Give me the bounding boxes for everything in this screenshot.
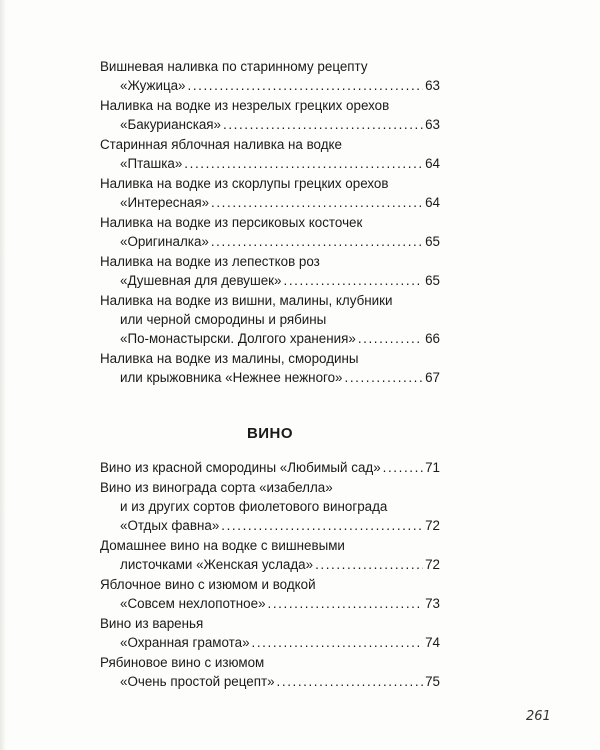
leader-dots: [221, 516, 423, 535]
toc-entry-name: «Совсем нехлопотное»: [120, 596, 266, 611]
toc-entry-title: Наливка на водке из малины, смородины: [100, 351, 359, 366]
leader-dots: [211, 232, 423, 251]
toc-entry-name: «Отдых фавна»: [120, 518, 220, 533]
toc-entry-title: Вишневая наливка по старинному рецепту: [100, 59, 368, 74]
toc-entry-name: «Пташка»: [120, 156, 183, 171]
toc-entry-name: «Душевная для девушек»: [120, 273, 282, 288]
toc-entry-name: «Оригиналка»: [120, 234, 209, 249]
page-ref: 65: [425, 273, 440, 288]
toc-entry-last-line: [100, 672, 440, 691]
leader-dots: [188, 76, 424, 95]
toc-entry-last-line: [100, 458, 440, 477]
leader-dots: [211, 193, 423, 212]
toc-entry: [100, 458, 440, 477]
leader-dots: [184, 154, 423, 173]
leader-dots: [345, 368, 424, 387]
page-edge: [0, 0, 6, 750]
toc-entry-last-line: [100, 154, 440, 173]
page-ref: 74: [425, 635, 440, 650]
toc-entry-title: Старинная яблочная наливка на водке: [100, 137, 342, 152]
page-ref: 63: [425, 117, 440, 132]
toc-section-2: [100, 458, 440, 692]
toc-entry-name: «Очень простой рецепт»: [120, 674, 275, 689]
toc-entry: [100, 252, 440, 290]
page-ref: 64: [425, 156, 440, 171]
toc-entry-last-line: [100, 329, 440, 348]
toc-entry-last-line: [100, 594, 440, 613]
page-ref: 67: [425, 370, 440, 385]
leader-dots: [277, 672, 424, 691]
section-title: ВИНО: [246, 425, 294, 442]
leader-dots: [284, 271, 424, 290]
toc-entry-name: «По-монастырски. Долгого хранения»: [120, 331, 356, 346]
toc-entry-name: «Интересная»: [120, 195, 210, 210]
toc-entry-title: Наливка на водке из незрелых грецких орехов: [100, 98, 390, 113]
leader-dots: [268, 594, 424, 613]
toc-entry-title: Наливка на водке из персиковых косточек: [100, 215, 363, 230]
toc-entry: [100, 291, 440, 348]
toc-entry: [100, 614, 440, 652]
toc-entry-name: «Жужица»: [120, 78, 186, 93]
leader-dots: [315, 555, 423, 574]
leader-dots: [383, 458, 423, 477]
toc-entry: [100, 135, 440, 173]
toc-entry: [100, 536, 440, 574]
leader-dots: [358, 329, 423, 348]
page-ref: 72: [425, 518, 440, 533]
toc-entry-last-line: [100, 633, 440, 652]
toc-entry-title: Домашнее вино на водке с вишневыми: [100, 538, 345, 553]
toc-entry-name: «Охранная грамота»: [120, 635, 250, 650]
toc-entry-name: листочками «Женская услада»: [120, 557, 314, 572]
page-ref: 71: [425, 460, 440, 475]
toc-entry: [100, 174, 440, 212]
toc-entry-last-line: [100, 115, 440, 134]
toc-entry: [100, 478, 440, 535]
toc-entry-title: Вино из варенья: [100, 616, 204, 631]
page-ref: 65: [425, 234, 440, 249]
page-number: 261: [526, 709, 551, 724]
toc-entry: [100, 213, 440, 251]
toc-section-1: [100, 57, 440, 388]
toc-entry-last-line: [100, 271, 440, 290]
toc-entry-title: Наливка на водке из вишни, малины, клубники: [100, 293, 393, 308]
page-ref: 64: [425, 195, 440, 210]
toc-entry-title: Рябиновое вино с изюмом: [100, 655, 265, 670]
toc-entry-title-cont: или черной смородины и рябины: [120, 312, 327, 327]
page-ref: 73: [425, 596, 440, 611]
toc-entry-name: Вино из красной смородины «Любимый сад»: [100, 460, 381, 475]
toc-entry: [100, 96, 440, 134]
toc-entry-last-line: [100, 516, 440, 535]
toc-entry: [100, 575, 440, 613]
toc-entry-last-line: [100, 368, 440, 387]
toc-entry: [100, 349, 440, 387]
page-ref: 66: [425, 331, 440, 346]
toc-entry-last-line: [100, 232, 440, 251]
page-ref: 72: [425, 557, 440, 572]
page-ref: 63: [425, 78, 440, 93]
toc-entry-title: Вино из винограда сорта «изабелла»: [100, 480, 333, 495]
leader-dots: [252, 633, 424, 652]
toc-entry-last-line: [100, 555, 440, 574]
toc-entry-title-cont: и из других сортов фиолетового винограда: [120, 499, 388, 514]
toc-entry: [100, 653, 440, 691]
toc-entry-title: Яблочное вино с изюмом и водкой: [100, 577, 316, 592]
toc-entry-last-line: [100, 76, 440, 95]
toc-entry-name: или крыжовника «Нежнее нежного»: [120, 370, 343, 385]
toc-entry-title: Наливка на водке из лепестков роз: [100, 254, 320, 269]
toc-entry-name: «Бакурианская»: [120, 117, 221, 132]
page-ref: 75: [425, 674, 440, 689]
toc-entry-last-line: [100, 193, 440, 212]
toc-entry-title: Наливка на водке из скорлупы грецких орехов: [100, 176, 389, 191]
leader-dots: [223, 115, 423, 134]
toc-entry: [100, 57, 440, 95]
